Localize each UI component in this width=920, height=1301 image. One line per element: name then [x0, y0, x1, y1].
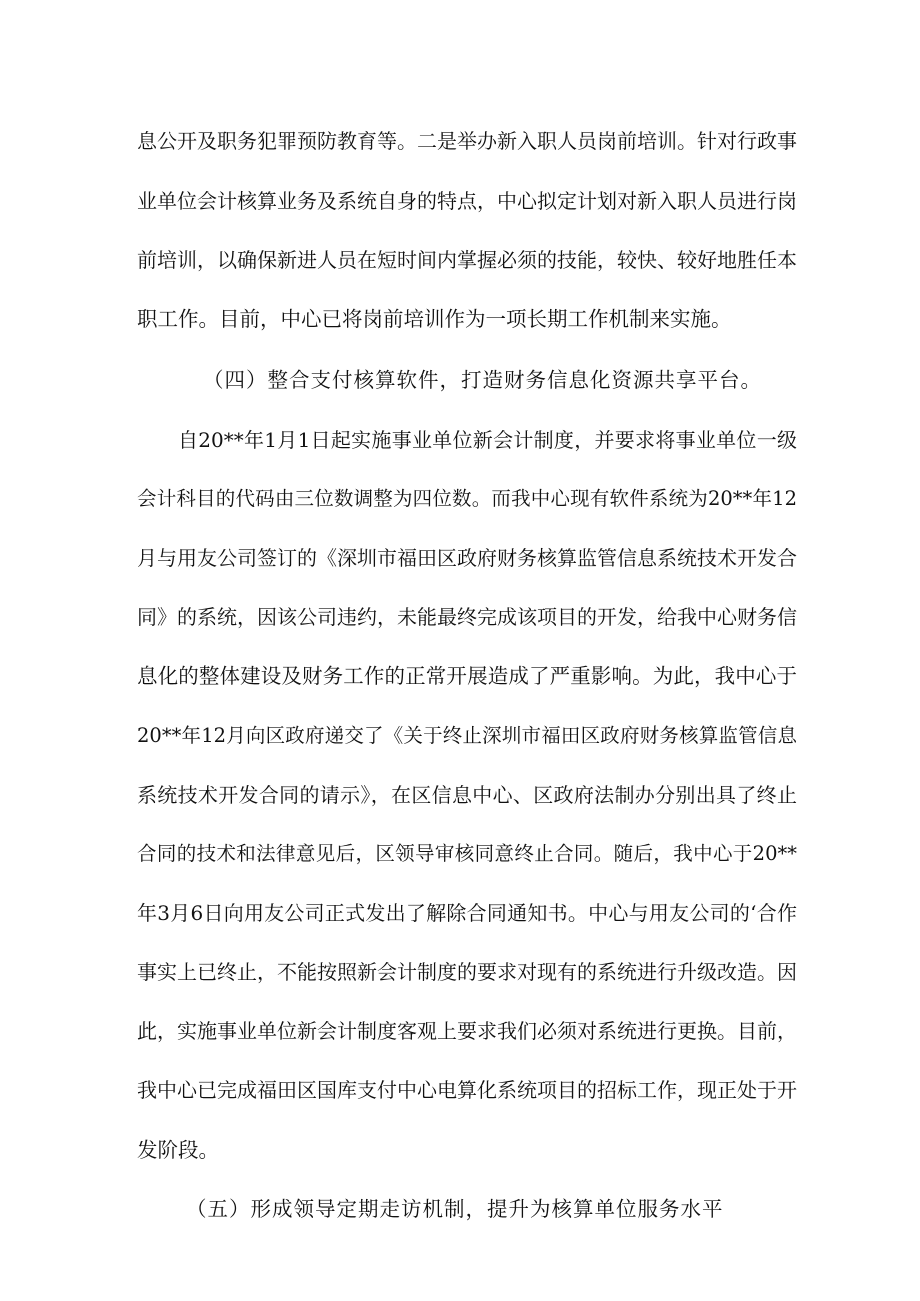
- paragraph-1-line-4: 职工作。目前，中心已将岗前培训作为一项长期工作机制来实施。: [137, 307, 732, 331]
- section-heading-5: （五）形成领导定期走访机制，提升为核算单位服务水平: [186, 1197, 724, 1221]
- paragraph-2-line-13: 发阶段。: [137, 1138, 219, 1162]
- paragraph-2-line-5: 息化的整体建设及财务工作的正常开展造成了严重影响。为此，我中心于: [137, 664, 797, 688]
- paragraph-2-line-6: 20**年12月向区政府递交了《关于终止深圳市福田区政府财务核算监管信息: [137, 724, 797, 747]
- paragraph-2-line-1: 自20**年1月1日起实施事业单位新会计制度，并要求将事业单位一级: [178, 428, 797, 452]
- paragraph-2-line-11: 此，实施事业单位新会计制度客观上要求我们必须对系统进行更换。目前，: [137, 1019, 797, 1043]
- paragraph-1-line-1: 息公开及职务犯罪预防教育等。二是举办新入职人员岗前培训。针对行政事: [137, 129, 797, 153]
- paragraph-1-line-2: 业单位会计核算业务及系统自身的特点，中心拟定计划对新入职人员进行岗: [137, 189, 797, 213]
- paragraph-1-line-3: 前培训，以确保新进人员在短时间内掌握必须的技能，较快、较好地胜任本: [137, 248, 797, 272]
- paragraph-2-line-7: 系统技术开发合同的请示》，在区信息中心、区政府法制办分别出具了终止: [137, 783, 797, 807]
- paragraph-2-line-2: 会计科目的代码由三位数调整为四位数。而我中心现有软件系统为20**年12: [137, 487, 797, 510]
- paragraph-2-line-12: 我中心已完成福田区国库支付中心电算化系统项目的招标工作，现正处于开: [137, 1078, 797, 1102]
- paragraph-2-line-3: 月与用友公司签订的《深圳市福田区政府财务核算监管信息系统技术开发合: [137, 546, 797, 570]
- paragraph-2-line-10: 事实上已终止，不能按照新会计制度的要求对现有的系统进行升级改造。因: [137, 960, 797, 984]
- section-heading-4: （四）整合支付核算软件，打造财务信息化资源共享平台。: [203, 368, 762, 392]
- paragraph-2-line-9: 年3月6日向用友公司正式发出了解除合同通知书。中心与用友公司的‘合作: [137, 901, 797, 925]
- paragraph-2-line-8: 合同的技术和法律意见后，区领导审核同意终止合同。随后，我中心于20**: [137, 842, 797, 865]
- paragraph-2-line-4: 同》的系统，因该公司违约，未能最终完成该项目的开发，给我中心财务信: [137, 605, 797, 629]
